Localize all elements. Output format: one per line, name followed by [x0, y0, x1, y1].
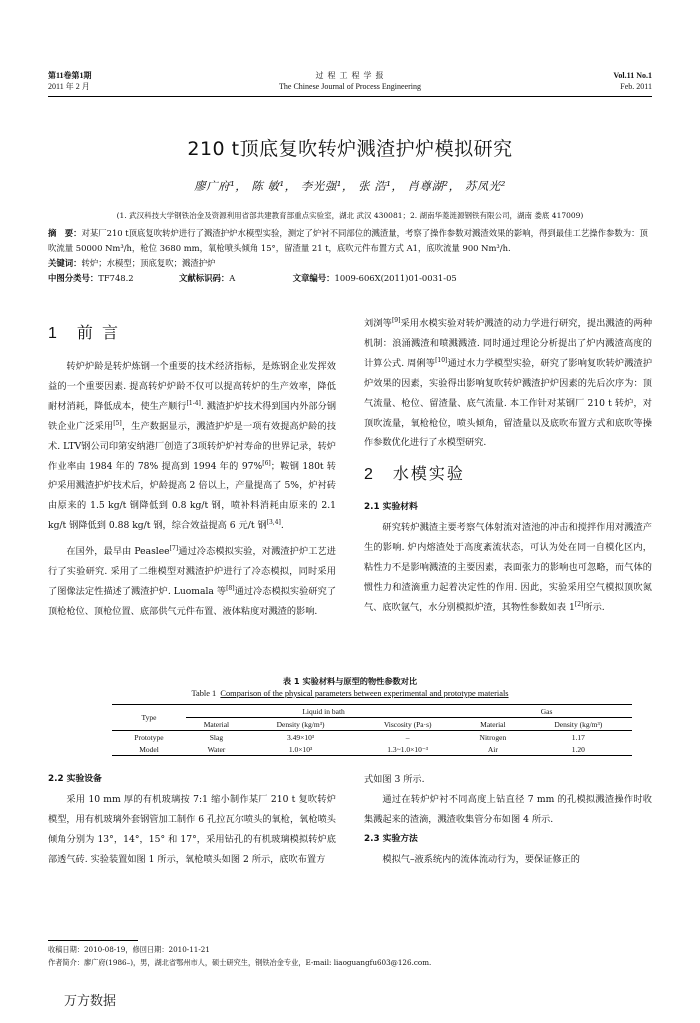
subsection-2-2-heading: 2.2 实验设备	[48, 774, 102, 784]
affiliations: (1. 武汉科技大学钢铁冶金及资源利用省部共建教育部重点实验室，湖北 武汉 430081；2. 湖南华菱涟源钢铁有限公司，湖南 娄底 417009)	[116, 211, 584, 220]
keywords	[48, 256, 652, 271]
section-2-number: 2	[364, 466, 375, 484]
table-1-label: Table 1	[191, 689, 217, 698]
method-paragraph: 模拟气–液系统内的流体流动行为，要保证修正的	[382, 853, 580, 865]
cell: Nitrogen	[479, 732, 507, 742]
cell: Prototype	[134, 732, 164, 742]
intro-paragraph-1	[48, 357, 336, 536]
text-run: 通过水力学模型实验，研究了影响复吹转炉溅渣护炉效果的因素，实验得出影响复吹转炉溅渣护炉因素的先后次序为：顶气流量、枪位、留渣量、底气流量. 本工作针对某钢厂 210 t 转炉，对顶吹流量，氧枪枪位，喷头倾角，留渣量以及底吹布置方式和底吹等操作参数优化进行了水模型研究.	[364, 357, 653, 449]
abstract-text: 对某厂210 t顶底复吹转炉进行了溅渣护炉水模型实验，测定了炉衬不同部位的溅渣量，考察了操作参数对溅渣效果的影响，得到最佳工艺操作参数为：顶吹流量 50000 Nm³/h，枪位 3680 mm，氧枪喷头倾角 15°，留渣量 21 t，底吹元件布置方式 A1，底吹流量 900 Nm³/h.	[48, 228, 648, 253]
subsection-2-3-heading: 2.3 实验方法	[364, 833, 418, 844]
th-liquid: Liquid in bath	[186, 705, 461, 718]
doc-value: A	[229, 273, 236, 283]
footnote	[48, 943, 652, 969]
paper-title: 210 t顶底复吹转炉溅渣护炉模拟研究	[187, 138, 513, 160]
abstract-label: 摘 要：	[48, 228, 82, 238]
citation[interactable]: [10]	[435, 356, 448, 364]
text-run: 采用水模实验对转炉溅渣的动力学进行研究，提出溅渣的两种机制：浪涌溅渣和喷溅溅渣. 同时通过理论分析提出了炉内溅渣高度的计算公式. 周俐等	[364, 318, 653, 369]
th-gas-density: Density (kg/m³)	[554, 719, 603, 729]
table-row	[112, 731, 632, 744]
th-viscosity: Viscosity (Pa·s)	[383, 719, 432, 729]
text-run: 所示.	[583, 601, 605, 613]
lower-right-column	[364, 770, 652, 870]
citation[interactable]: [6]	[262, 459, 271, 467]
keywords-label: 关键词：	[48, 258, 82, 268]
art-value: 1009-606X(2011)01-0031-05	[334, 273, 457, 283]
cell: 1.20	[571, 744, 585, 754]
text-run: .	[280, 520, 284, 532]
equipment-paragraph: 采用 10 mm 厚的有机玻璃按 7:1 缩小制作某厂 210 t 复吹转炉模型，用有机玻璃外套钢管加工制作 6 孔拉瓦尔喷头的氧枪，氧枪喷头倾角分别为 13°，14°，15° 和 17°，采用钻孔的有机玻璃模拟转炉底部透气砖. 实验装置如图 1 所示，氧枪喷头如图 2 所示，底吹布置方	[48, 793, 336, 865]
section-2-heading	[364, 461, 652, 488]
text-run: 刘浏等	[364, 318, 392, 329]
th-liquid-material: Material	[203, 719, 230, 729]
cell: 1.3~1.0×10⁻³	[387, 744, 429, 754]
abstract	[48, 226, 652, 256]
equipment-continued: 式如图 3 所示.	[364, 774, 425, 785]
lower-left-column	[48, 770, 336, 870]
section-1-number: 1	[48, 325, 59, 342]
th-gas-material: Material	[480, 719, 506, 729]
section-2-title: 水模实验	[392, 464, 465, 484]
table-1	[112, 704, 632, 756]
table-row	[112, 743, 632, 756]
cell: Water	[207, 744, 226, 754]
intro-paragraph-3	[364, 314, 652, 453]
watermark: 万方数据	[64, 994, 117, 1009]
right-column	[364, 314, 652, 618]
journal-title-cn: 过 程 工 程 学 报	[315, 71, 385, 80]
abstract-block	[48, 226, 652, 286]
art-label: 文章编号：	[292, 273, 335, 283]
doc-label: 文献标识码：	[178, 273, 230, 283]
text-run: 通过冷态模拟实验，对溅渣护炉工艺进行了实验研究. 采用了二维模型对溅渣护炉进行了冷态模拟，同时采用了图像法定性描述了溅渣护炉. Luomala 等	[48, 546, 336, 597]
text-run: ；鞍钢 180t 转炉采用溅渣护炉技术后，炉龄提高 2 倍以上，产量提高了 5%，炉衬砖由原来的 1.5 kg/t 钢降低到 0.8 kg/t 钢，喷补料消耗由原来的 2.1 kg/t 钢降低到 0.88 kg/t 钢，综合效益提高 6 元/t 钢	[48, 460, 336, 532]
section-1-title: 前 言	[76, 323, 120, 342]
table-1-caption-text: Comparison of the physical parameters between experimental and prototype materials	[220, 689, 509, 698]
th-type: Type	[112, 705, 186, 731]
cls-value: TF748.2	[98, 273, 134, 283]
cell: 3.49×10³	[286, 732, 315, 742]
section-1-heading	[48, 320, 336, 347]
text-run: 通过冷态模拟实验研究了顶枪枪位、顶枪位置、底部供气元件布置、液体粘度对溅渣的影响.	[48, 585, 337, 617]
received-dates: 收稿日期：2010-08-19，修回日期：2010-11-21	[48, 945, 210, 954]
citation[interactable]: [9]	[391, 316, 401, 324]
text-run: 研究转炉溅渣主要考察气体射流对渣池的冲击和搅拌作用对溅渣产生的影响. 炉内熔渣处于高度紊流状态，可认为处在同一自模化区内，粘性力不是影响溅渣的主要因素，表面张力的影响也可忽略，而气体的惯性力和渣滴重力起着决定性的作用. 因此，实验采用空气模拟顶吹氮气、底吹氩气，水分别模拟炉渣，其物性参数如表 1	[364, 522, 652, 613]
citation[interactable]: [1-4]	[186, 399, 201, 407]
header-journal	[0, 70, 700, 92]
collection-paragraph: 通过在转炉炉衬不同高度上钻直径 7 mm 的孔模拟溅渣操作时收集溅起来的渣滴，溅渣收集管分布如图 4 所示.	[364, 793, 652, 825]
citation[interactable]: [3,4]	[266, 519, 281, 527]
cell: –	[405, 732, 410, 742]
cell: 1.0×10³	[288, 744, 313, 754]
text-run: ，生产数据显示，溅渣护炉是一项有效提高炉龄的技术. LTV钢公司印第安纳港厂创造了3项转炉炉衬寿命的世界记录，转炉作业率由 1984 年的 78% 提高到 1994 年的 97%	[48, 420, 337, 472]
classification-line	[48, 271, 652, 286]
table-1-caption-en	[0, 689, 700, 698]
citation[interactable]: [8]	[226, 584, 235, 592]
th-liquid-density: Density (kg/m³)	[276, 719, 325, 729]
keywords-text: 转炉；水模型；顶底复吹；溅渣护炉	[81, 258, 216, 268]
header-vol-en: Vol.11 No.1	[613, 71, 652, 80]
header-rule	[48, 96, 652, 97]
author-bio: 作者简介：廖广府(1986–)，男，湖北省鄂州市人，硕士研究生，钢铁冶金专业，E-mail: liaoguangfu603@126.com.	[48, 958, 432, 967]
cell: Slag	[209, 732, 224, 742]
text-run: 转炉炉龄是转炉炼钢一个重要的技术经济指标，是炼钢企业发挥效益的一个重要因素. 提高转炉炉龄不仅可以提高转炉的生产效率，降低耐材消耗，降低成本，使生产顺行	[48, 361, 336, 412]
header-date-en: Feb. 2011	[620, 82, 652, 91]
author-list: 廖广府¹， 陈 敏¹， 李光强¹， 张 浩¹， 肖尊湖²， 苏凤光²	[194, 179, 506, 193]
header-issue-right	[613, 70, 652, 92]
citation[interactable]: [7]	[169, 545, 179, 553]
header-volume-issue: 第11卷第1期	[48, 71, 92, 80]
journal-title-en: The Chinese Journal of Process Engineering	[279, 82, 421, 91]
cell: Air	[487, 744, 498, 754]
intro-paragraph-2	[48, 542, 336, 622]
header-date: 2011 年 2 月	[48, 82, 90, 91]
subsection-2-1-heading: 2.1 实验材料	[364, 502, 418, 513]
footnote-rule	[48, 940, 138, 941]
left-column	[48, 314, 336, 622]
cls-label: 中图分类号：	[48, 273, 99, 283]
table-1-caption-cn: 表 1 实验材料与原型的物性参数对比	[282, 676, 418, 686]
materials-paragraph	[364, 518, 652, 618]
citation[interactable]: [5]	[113, 419, 122, 427]
cell: 1.17	[571, 732, 585, 742]
text-run: . 溅渣护炉技术得到国内外部分钢铁企业广泛采用	[48, 400, 337, 432]
cell: Model	[139, 744, 159, 754]
th-gas: Gas	[461, 705, 632, 718]
text-run: 在国外，最早由 Peaslee	[66, 546, 170, 558]
citation[interactable]: [2]	[574, 600, 584, 608]
